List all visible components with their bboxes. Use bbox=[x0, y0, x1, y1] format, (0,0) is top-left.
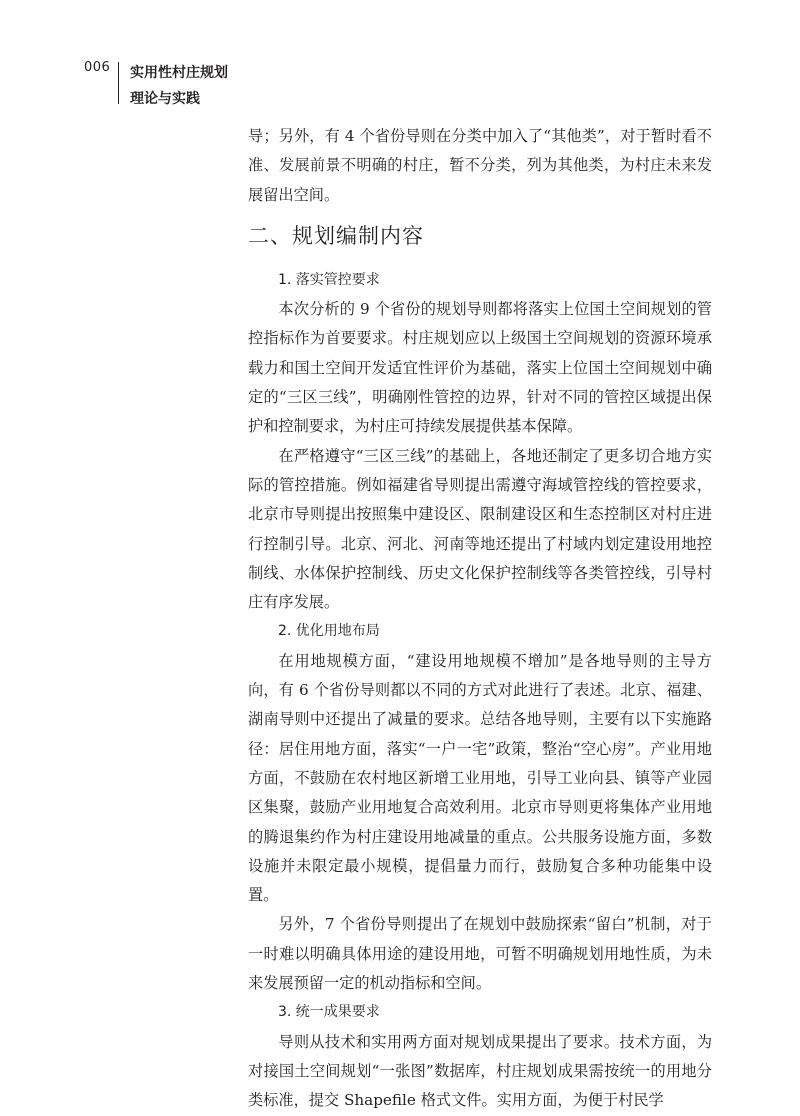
running-header bbox=[130, 60, 228, 112]
subsection-heading: 2. 优化用地布局 bbox=[278, 623, 380, 640]
book-subtitle: 理论与实践 bbox=[130, 91, 200, 107]
main-text bbox=[248, 122, 712, 1116]
paragraph: 导则从技术和实用两方面对规划成果提出了要求。技术方面，为对接国土空间规划“一张图”数据库，村庄规划成果需按统一的用地分类标准，提交 Shapefile 格式文件。实用方面，为便于村民学 bbox=[248, 1032, 712, 1110]
subsection-heading: 3. 统一成果要求 bbox=[278, 1004, 380, 1021]
paragraph: 本次分析的 9 个省份的规划导则都将落实上位国土空间规划的管控指标作为首要要求。村庄规划应以上级国土空间规划的资源环境承载力和国土空间开发适宜性评价为基础，落实上位国土空间规划中确定的“三区三线”，明确刚性管控的边界，针对不同的管控区域提出保护和控制要求，为村庄可持续发展提供基本保障。 bbox=[248, 300, 712, 436]
book-title: 实用性村庄规划 bbox=[130, 65, 228, 81]
paragraph: 另外，7 个省份导则提出了在规划中鼓励探索“留白”机制，对于一时难以明确具体用途的建设用地，可暂不明确规划用地性质，为未来发展预留一定的机动指标和空间。 bbox=[248, 915, 712, 993]
paragraph: 在用地规模方面，“建设用地规模不增加”是各地导则的主导方向，有 6 个省份导则都以不同的方式对此进行了表述。北京、福建、湖南导则中还提出了减量的要求。总结各地导则，主要有以下实施路径：居住用地方面，落实“一户一宅”政策，整治“空心房”。产业用地方面，不鼓励在农村地区新增工业用地，引导工业向县、镇等产业园区集聚，鼓励产业用地复合高效利用。北京市导则更将集体产业用地的腾退集约作为村庄建设用地减量的重点。公共服务设施方面，多数设施并未限定最小规模，提倡量力而行，鼓励复合多种功能集中设置。 bbox=[248, 651, 712, 905]
page-number: 006 bbox=[84, 60, 111, 75]
paragraph: 导；另外，有 4 个省份导则在分类中加入了“其他类”，对于暂时看不准、发展前景不明确的村庄，暂不分类，列为其他类，为村庄未来发展留出空间。 bbox=[248, 127, 712, 204]
section-heading: 二、规划编制内容 bbox=[248, 223, 424, 248]
paragraph: 在严格遵守“三区三线”的基础上，各地还制定了更多切合地方实际的管控措施。例如福建省导则提出需遵守海域管控线的管控要求，北京市导则提出按照集中建设区、限制建设区和生态控制区对村庄进行控制引导。北京、河北、河南等地还提出了村域内划定建设用地控制线、水体保护控制线、历史文化保护控制线等各类管控线，引导村庄有序发展。 bbox=[248, 446, 712, 612]
header-divider bbox=[118, 62, 119, 104]
subsection-heading: 1. 落实管控要求 bbox=[278, 271, 380, 288]
